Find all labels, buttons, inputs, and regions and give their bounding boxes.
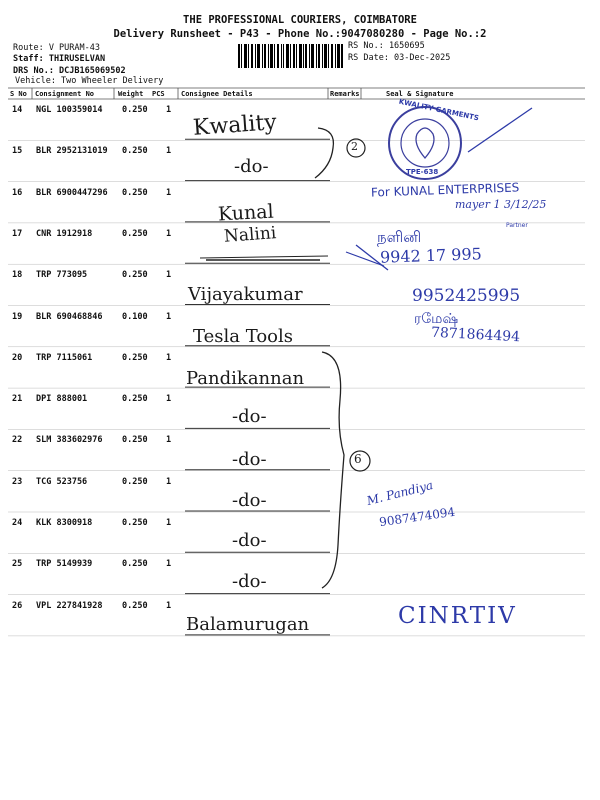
hw-ditto-23: -do- <box>232 490 267 511</box>
cell-weight: 0.250 <box>122 146 148 157</box>
cell-weight: 0.250 <box>122 187 148 198</box>
cell-weight: 0.250 <box>122 476 148 487</box>
hw-vijayakumar: Vijayakumar <box>188 284 303 305</box>
staff-label: Staff: THIRUSELVAN <box>13 54 106 64</box>
col-header-remarks: Remarks <box>330 90 360 98</box>
kunal-enterprises-stamp: For KUNAL ENTERPRISES <box>370 180 520 200</box>
stamp-text: KWALITY GARMENTS <box>398 97 480 123</box>
drs-label: DRS No.: DCJB165069502 <box>13 66 126 76</box>
cell-pcs: 1 <box>166 228 172 239</box>
col-header-seal: Seal & Signature <box>386 90 454 98</box>
hw-ditto-15: -do- <box>234 156 269 177</box>
rs-no-label: RS No.: 1650695 <box>348 41 425 51</box>
cell-pcs: 1 <box>166 270 172 281</box>
phone-3: 7871864494 <box>430 324 521 346</box>
cell-consignment: BLR 6900447296 <box>36 187 108 198</box>
partner-label: Partner <box>506 222 528 229</box>
cinrtiv-sign: CINRTIV <box>398 603 517 629</box>
col-header-weight: Weight <box>118 90 144 98</box>
cell-weight: 0.100 <box>122 311 148 322</box>
cell-sno: 21 <box>12 394 23 405</box>
cell-sno: 25 <box>12 559 23 570</box>
cell-consignment: VPL 227841928 <box>36 600 103 611</box>
cell-pcs: 1 <box>166 435 172 446</box>
tamil-sign-1: நளினி <box>377 228 422 246</box>
cell-sno: 18 <box>12 270 23 281</box>
company-title: THE PROFESSIONAL COURIERS, COIMBATORE <box>183 14 417 26</box>
col-header-consignment: Consignment No <box>35 90 95 98</box>
cell-sno: 15 <box>12 146 23 157</box>
cell-weight: 0.250 <box>122 352 148 363</box>
cell-pcs: 1 <box>166 518 172 528</box>
cell-consignment: TRP 773095 <box>36 270 88 281</box>
hw-balamurugan: Balamurugan <box>186 614 310 635</box>
phone-1: 9942 17 995 <box>379 244 483 267</box>
col-header-consignee: Consignee Details <box>181 90 253 98</box>
cell-consignment: TRP 7115061 <box>36 352 93 363</box>
cell-sno: 23 <box>12 476 23 487</box>
kunal-sign: mayer 1 3/12/25 <box>455 198 547 211</box>
cell-sno: 26 <box>12 600 23 611</box>
phone-4: 9087474094 <box>378 504 456 530</box>
stamp-sub: TPE-638 <box>406 168 439 176</box>
cell-consignment: BLR 2952131019 <box>36 146 108 157</box>
cell-weight: 0.250 <box>122 228 148 239</box>
cell-pcs: 1 <box>166 394 172 405</box>
phone-2: 9952425995 <box>412 286 521 306</box>
cell-consignment: KLK 8300918 <box>36 518 93 528</box>
cell-weight: 0.250 <box>122 394 148 405</box>
cell-sno: 20 <box>12 352 23 363</box>
col-header-pcs: PCS <box>152 90 165 98</box>
cell-consignment: TRP 5149939 <box>36 559 93 570</box>
hw-ditto-24: -do- <box>232 530 267 551</box>
m-pandiya-sign: M. Pandiya <box>365 478 435 508</box>
hw-ditto-25: -do- <box>232 571 267 592</box>
cell-pcs: 1 <box>166 476 172 487</box>
cell-consignment: SLM 383602976 <box>36 435 103 446</box>
cell-consignment: DPI 888001 <box>36 394 88 405</box>
cell-weight: 0.250 <box>122 559 148 570</box>
cell-weight: 0.250 <box>122 518 148 528</box>
cell-weight: 0.250 <box>122 435 148 446</box>
cell-consignment: BLR 690468846 <box>36 311 103 322</box>
hw-kwality: Kwality <box>192 110 278 141</box>
cell-consignment: TCG 523756 <box>36 476 88 487</box>
cell-pcs: 1 <box>166 600 172 611</box>
runsheet-subtitle: Delivery Runsheet - P43 - Phone No.:9047080280 - Page No.:2 <box>113 28 487 40</box>
cell-sno: 14 <box>12 105 23 115</box>
cell-consignment: NGL 100359014 <box>36 105 103 115</box>
cell-consignment: CNR 1912918 <box>36 228 93 239</box>
cell-pcs: 1 <box>166 352 172 363</box>
cell-sno: 17 <box>12 228 23 239</box>
cell-sno: 19 <box>12 311 23 322</box>
col-header-sno: S No <box>10 90 27 98</box>
cell-sno: 24 <box>12 518 23 528</box>
cell-pcs: 1 <box>166 105 172 115</box>
route-label: Route: V PURAM-43 <box>13 43 100 53</box>
cell-pcs: 1 <box>166 146 172 157</box>
tamil-sign-2: ரமேஷ் <box>414 311 459 327</box>
vehicle-label: Vehicle: Two Wheeler Delivery <box>15 76 164 86</box>
hw-kunal: Kunal <box>217 200 275 226</box>
cell-weight: 0.250 <box>122 600 148 611</box>
cell-pcs: 1 <box>166 187 172 198</box>
cell-pcs: 1 <box>166 559 172 570</box>
cell-pcs: 1 <box>166 311 172 322</box>
hw-nalini: Nalini <box>223 223 277 247</box>
cell-sno: 22 <box>12 435 23 446</box>
count-bottom: 6 <box>354 452 362 466</box>
hw-ditto-22: -do- <box>232 449 267 470</box>
hw-pandikannan: Pandikannan <box>186 368 305 389</box>
rs-date-label: RS Date: 03-Dec-2025 <box>348 53 451 63</box>
cell-sno: 16 <box>12 187 23 198</box>
hw-tesla-tools: Tesla Tools <box>193 326 293 347</box>
count-top: 2 <box>351 140 358 153</box>
cell-weight: 0.250 <box>122 270 148 281</box>
cell-weight: 0.250 <box>122 105 148 115</box>
hw-ditto-21: -do- <box>232 406 267 427</box>
